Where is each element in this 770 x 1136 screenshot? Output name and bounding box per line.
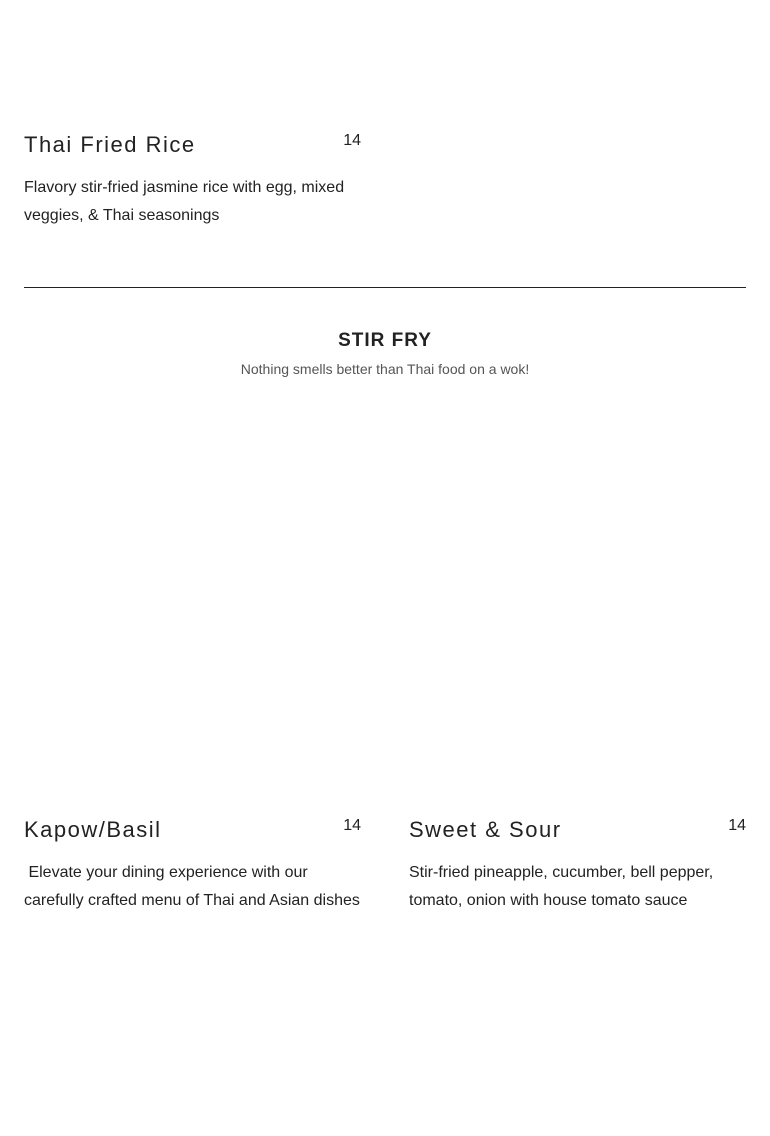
item-name: Kapow/Basil <box>24 817 162 842</box>
item-price: 14 <box>343 817 361 834</box>
item-description: Flavory stir-fried jasmine rice with egg, mixed veggies, & Thai seasonings <box>24 179 349 224</box>
section-divider <box>24 287 746 288</box>
item-description: Elevate your dining experience with our carefully crafted menu of Thai and Asian dishes <box>24 864 360 909</box>
item-description: Stir-fried pineapple, cucumber, bell pepper, tomato, onion with house tomato sauce <box>409 864 718 909</box>
item-name: Thai Fried Rice <box>24 132 196 157</box>
item-price: 14 <box>728 817 746 834</box>
item-price: 14 <box>343 132 361 149</box>
section-title: STIR FRY <box>338 330 432 351</box>
section-subtitle: Nothing smells better than Thai food on a wok! <box>240 361 530 377</box>
item-name: Sweet & Sour <box>409 817 562 842</box>
